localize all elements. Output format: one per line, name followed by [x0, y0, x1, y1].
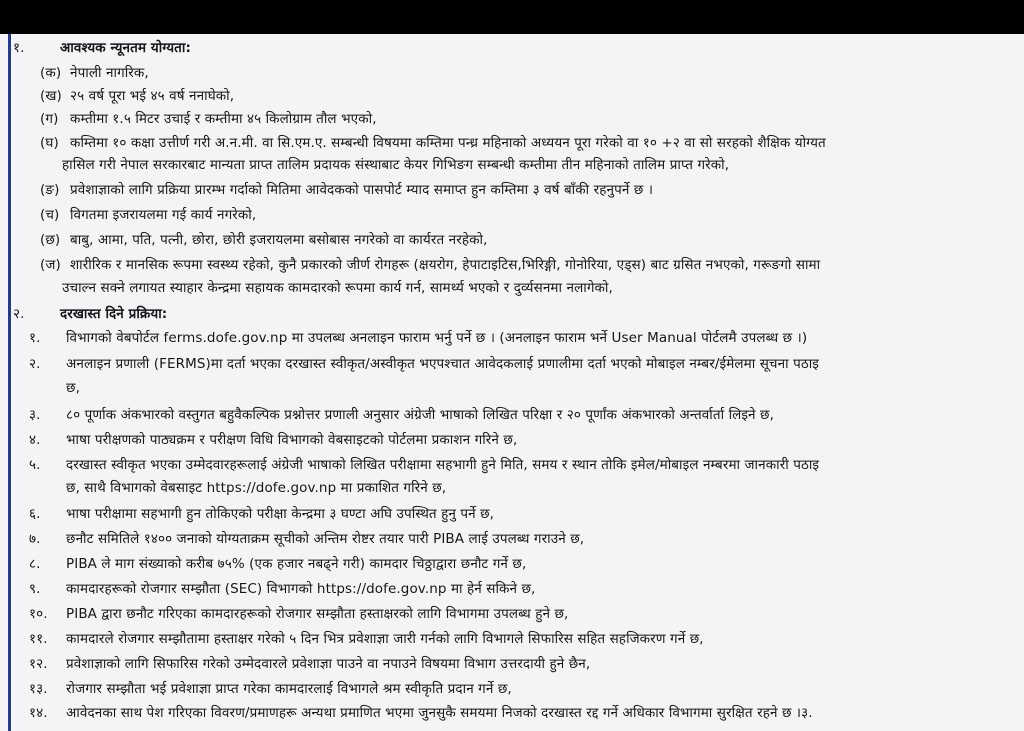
- item-marker: (च): [40, 207, 60, 223]
- item-text: कामदारले रोजगार सम्झौतामा हस्ताक्षर गरेको ५ दिन भित्र प्रवेशाज्ञा जारी गर्नको लागि विभागले सिफारिस सहित सहजिकरण गर्ने छ,: [66, 631, 704, 647]
- item-text: कम्तिमा १० कक्षा उत्तीर्ण गरी अ.न.मी. वा सि.एम.ए. सम्बन्धी विषयमा कम्तिमा पन्ध्र महिनाको अध्ययन पूरा गरेको वा १० +२ वा सो सरहको शैक्षिक योग्यत: [70, 135, 826, 151]
- item-text: विभागको वेबपोर्टल ferms.dofe.gov.np मा उपलब्ध अनलाइन फाराम भर्नु पर्ने छ । (अनलाइन फाराम भर्ने User Manual पोर्टलमै उपलब्ध छ ।): [66, 330, 808, 346]
- item-text: दरखास्त स्वीकृत भएका उम्मेदवारहरूलाई अंग्रेजी भाषाको लिखित परीक्षामा सहभागी हुने मिति, समय र स्थान तोकि इमेल/मोबाइल नम्बरमा जानकारी पठाइ: [66, 457, 820, 473]
- left-margin-rule: [8, 34, 11, 731]
- item-text: अनलाइन प्रणाली (FERMS)मा दर्ता भएका दरखास्त स्वीकृत/अस्वीकृत भएपश्चात आवेदकलाई प्रणालीमा दर्ता भएको मोबाइल नम्बर/ईमेलमा सूचना पठाइ: [66, 356, 820, 372]
- item-text: विगतमा इजरायलमा गई कार्य नगरेको,: [70, 207, 257, 223]
- item-text: बाबु, आमा, पति, पत्नी, छोरा, छोरी इजरायलमा बसोबास नगरेको वा कार्यरत नरहेको,: [70, 232, 488, 248]
- item-marker: (ङ): [40, 182, 60, 198]
- item-number: ७.: [29, 531, 41, 547]
- item-text: प्रवेशाज्ञाको लागि प्रक्रिया प्रारम्भ गर्दाको मितिमा आवेदकको पासपोर्ट म्याद समाप्त हुन कम्तिमा ३ वर्ष बाँकी रहनुपर्ने छ ।: [70, 182, 654, 198]
- item-marker: (ख): [40, 88, 62, 104]
- item-text: प्रवेशाज्ञाको लागि सिफारिस गरेको उम्मेदवारले प्रवेशाज्ञा पाउने वा नपाउने विषयमा विभाग उत्तरदायी हुने छैन,: [66, 656, 591, 672]
- item-text: २५ वर्ष पूरा भई ४५ वर्ष ननाघेको,: [70, 88, 235, 104]
- item-text: PIBA ले माग संख्याको करीब ७५% (एक हजार नबढ्ने गरी) कामदार चिठ्ठाद्वारा छनौट गर्ने छ,: [66, 556, 527, 572]
- item-number: १३.: [29, 681, 48, 697]
- top-black-bar: [0, 0, 1024, 34]
- item-number: १४.: [29, 705, 48, 721]
- item-text: कामदारहरूको रोजगार सम्झौता (SEC) विभागको https://dofe.gov.np मा हेर्न सकिने छ,: [66, 581, 536, 597]
- item-number: १२.: [29, 656, 48, 672]
- section-title: आवश्यक न्यूनतम योग्यता:: [60, 40, 191, 56]
- item-text: उचाल्न सक्ने लगायत स्याहार केन्द्रमा सहायक कामदारको रूपमा कार्य गर्न, सामर्थ्य भएको र दुर्व्यसनमा नलागेको,: [62, 280, 613, 296]
- item-marker: (ज): [40, 257, 61, 273]
- item-number: ११.: [29, 631, 48, 647]
- item-text: ८० पूर्णाक अंकभारको वस्तुगत बहुवैकल्पिक प्रश्नोत्तर प्रणाली अनुसार अंग्रेजी भाषाको लिखित परिक्षा र २० पूर्णांक अंकभारको अन्तर्वार्ता लिइने छ,: [66, 407, 774, 423]
- document-page: [0, 34, 1024, 731]
- item-text: आवेदनका साथ पेश गरिएका विवरण/प्रमाणहरू अन्यथा प्रमाणित भएमा जुनसुकै समयमा निजको दरखास्त रद्द गर्ने अधिकार विभागमा सुरक्षित रहने छ ।३.: [66, 705, 813, 721]
- item-number: ९.: [29, 581, 41, 597]
- item-text: भाषा परीक्षामा सहभागी हुन तोकिएको परीक्षा केन्द्रमा ३ घण्टा अघि उपस्थित हुनु पर्ने छ,: [66, 506, 495, 522]
- item-text: भाषा परीक्षणको पाठ्यक्रम र परीक्षण विधि विभागको वेबसाइटको पोर्टलमा प्रकाशन गरिने छ,: [66, 432, 518, 448]
- item-number: ८.: [29, 556, 41, 572]
- item-marker: (ग): [40, 111, 59, 127]
- item-text: हासिल गरी नेपाल सरकारबाट मान्यता प्राप्त तालिम प्रदायक संस्थाबाट केयर गिभिङग सम्बन्धी कम्तीमा तीन महिनाको तालिम प्राप्त गरेको,: [62, 157, 730, 173]
- item-number: ३.: [29, 407, 41, 423]
- item-text: शारीरिक र मानसिक रूपमा स्वस्थ्य रहेको, कुनै प्रकारको जीर्ण रोगहरू (क्षयरोग, हेपाटाइटिस,भिरिङ्गी, गोनोरिया, एड्स) बाट ग्रसित नभएको, गरूङगो सामा: [70, 257, 821, 273]
- item-number: १०.: [29, 606, 48, 622]
- item-text: छ, साथै विभागको वेबसाइट https://dofe.gov.np मा प्रकाशित गरिने छ,: [66, 480, 447, 496]
- item-marker: (क): [40, 65, 62, 81]
- item-number: १.: [29, 330, 41, 346]
- item-text: कम्तीमा १.५ मिटर उचाई र कम्तीमा ४५ किलोग्राम तौल भएको,: [70, 111, 377, 127]
- item-text: छ,: [66, 380, 80, 396]
- item-marker: (घ): [40, 135, 59, 151]
- section-number: २.: [13, 306, 25, 322]
- item-text: PIBA द्वारा छनौट गरिएका कामदारहरूको रोजगार सम्झौता हस्ताक्षरको लागि विभागमा उपलब्ध हुने छ,: [66, 606, 569, 622]
- item-text: नेपाली नागरिक,: [70, 65, 149, 81]
- item-text: रोजगार सम्झौता भई प्रवेशाज्ञा प्राप्त गरेका कामदारलाई विभागले श्रम स्वीकृति प्रदान गर्ने छ,: [66, 681, 512, 697]
- item-text: छनौट समितिले १४०० जनाको योग्यताक्रम सूचीको अन्तिम रोष्टर तयार पारी PIBA लाई उपलब्ध गराउने छ,: [66, 531, 585, 547]
- section-number: १.: [13, 40, 25, 56]
- item-number: ६.: [29, 506, 41, 522]
- item-number: ४.: [29, 432, 41, 448]
- item-marker: (छ): [40, 232, 61, 248]
- item-number: २.: [29, 356, 41, 372]
- item-number: ५.: [29, 457, 41, 473]
- section-title: दरखास्त दिने प्रक्रिया:: [60, 306, 168, 322]
